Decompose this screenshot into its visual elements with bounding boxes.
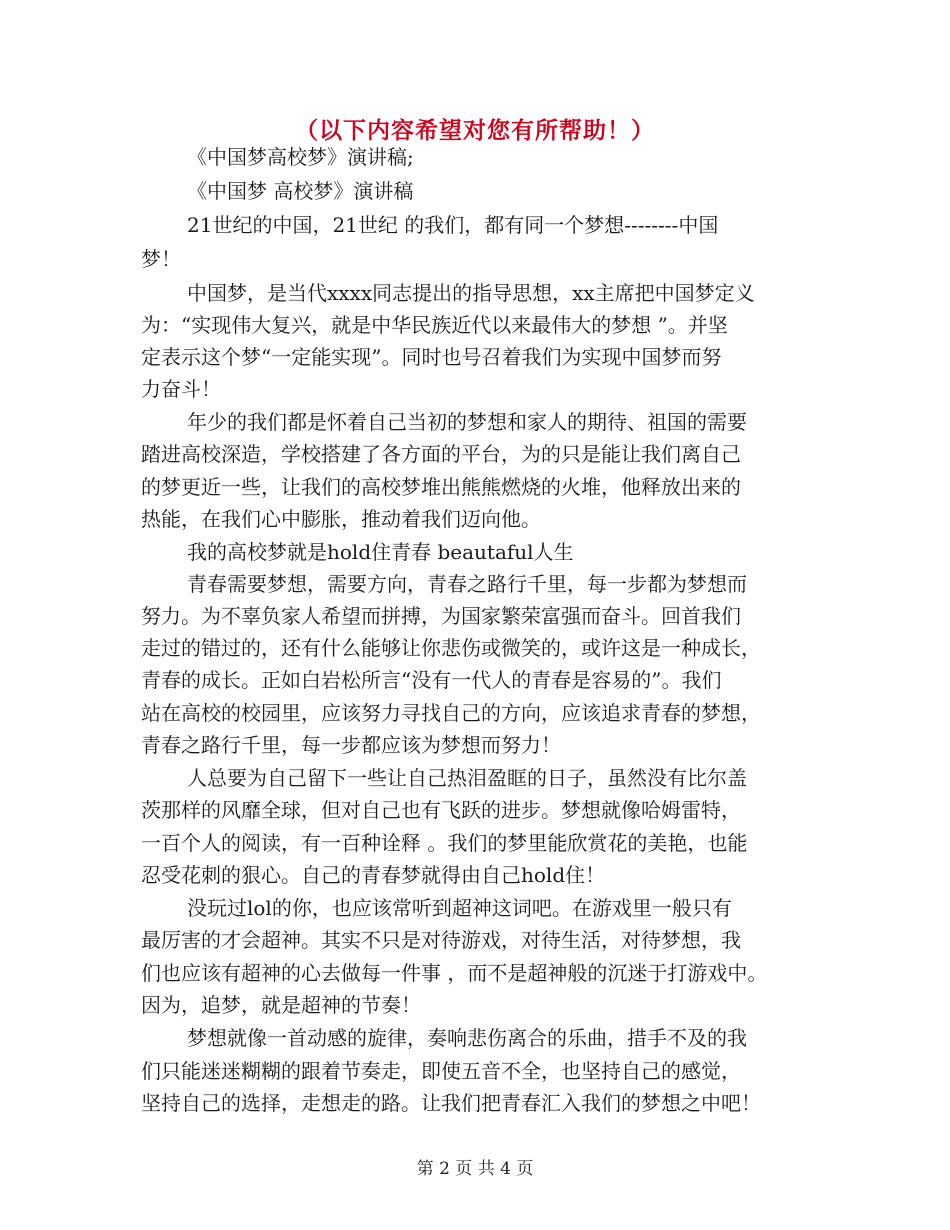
text-line: 青春之路行千里，每一步都应该为梦想而努力！ bbox=[141, 733, 561, 757]
text-line: 走过的错过的，还有什么能够让你悲伤或微笑的，或许这是一种成长， bbox=[141, 636, 761, 660]
text-line: 热能，在我们心中膨胀，推动着我们迈向他。 bbox=[141, 507, 541, 531]
text-line: 努力。为不辜负家人希望而拼搏，为国家繁荣富强而奋斗。回首我们 bbox=[141, 604, 741, 628]
text-line: 们只能迷迷糊糊的跟着节奏走，即使五音不全，也坚持自己的感觉， bbox=[141, 1059, 741, 1083]
text-line: 青春需要梦想，需要方向，青春之路行千里，每一步都为梦想而 bbox=[187, 572, 747, 596]
text-line: 我的高校梦就是hold住青春 beautaful人生 bbox=[187, 540, 574, 564]
text-line: 力奋斗！ bbox=[141, 377, 221, 401]
text-line: 茨那样的风靡全球，但对自己也有飞跃的进步。梦想就像哈姆雷特， bbox=[141, 798, 741, 822]
text-line: 一百个人的阅读，有一百种诠释 。我们的梦里能欣赏花的美艳，也能 bbox=[141, 831, 748, 855]
text-line: 忍受花刺的狠心。自己的青春梦就得由自己hold住！ bbox=[141, 863, 606, 887]
text-line: 《中国梦高校梦》演讲稿; bbox=[187, 145, 414, 169]
text-line: 坚持自己的选择，走想走的路。让我们把青春汇入我们的梦想之中吧！ bbox=[141, 1091, 761, 1115]
text-line: 为：“实现伟大复兴，就是中华民族近代以来最伟大的梦想 ”。并坚 bbox=[141, 313, 728, 337]
text-line: 定表示这个梦“一定能实现”。同时也号召着我们为实现中国梦而努 bbox=[141, 345, 722, 369]
text-line: 的梦更近一些，让我们的高校梦堆出熊熊燃烧的火堆，他释放出来的 bbox=[141, 475, 741, 499]
text-line: 梦想就像一首动感的旋律，奏响悲伤离合的乐曲，措手不及的我 bbox=[187, 1026, 747, 1050]
text-line: 梦！ bbox=[141, 247, 181, 271]
text-line: 没玩过lol的你，也应该常听到超神这词吧。在游戏里一般只有 bbox=[187, 896, 732, 920]
text-line: 年少的我们都是怀着自己当初的梦想和家人的期待、祖国的需要 bbox=[187, 410, 747, 434]
text-line: 们也应该有超神的心去做每一件事 ，而不是超神般的沉迷于打游戏中。 bbox=[141, 961, 768, 985]
header-note: （以下内容希望对您有所帮助！） bbox=[295, 118, 655, 144]
page-number: 第 2 页 共 4 页 bbox=[416, 1159, 534, 1179]
text-line: 青春的成长。正如白岩松所言“没有一代人的青春是容易的”。我们 bbox=[141, 668, 722, 692]
text-line: 站在高校的校园里，应该努力寻找自己的方向，应该追求青春的梦想， bbox=[141, 701, 761, 725]
text-line: 《中国梦 高校梦》演讲稿 bbox=[187, 179, 414, 203]
text-line: 21世纪的中国，21世纪 的我们，都有同一个梦想--------中国 bbox=[187, 213, 719, 237]
text-line: 最厉害的才会超神。其实不只是对待游戏，对待生活，对待梦想，我 bbox=[141, 928, 741, 952]
text-line: 因为，追梦，就是超神的节奏！ bbox=[141, 993, 421, 1017]
text-line: 中国梦，是当代xxxx同志提出的指导思想，xx主席把中国梦定义 bbox=[187, 281, 755, 305]
text-line: 人总要为自己留下一些让自己热泪盈眶的日子，虽然没有比尔盖 bbox=[187, 766, 747, 790]
text-line: 踏进高校深造，学校搭建了各方面的平台，为的只是能让我们离自己 bbox=[141, 442, 741, 466]
